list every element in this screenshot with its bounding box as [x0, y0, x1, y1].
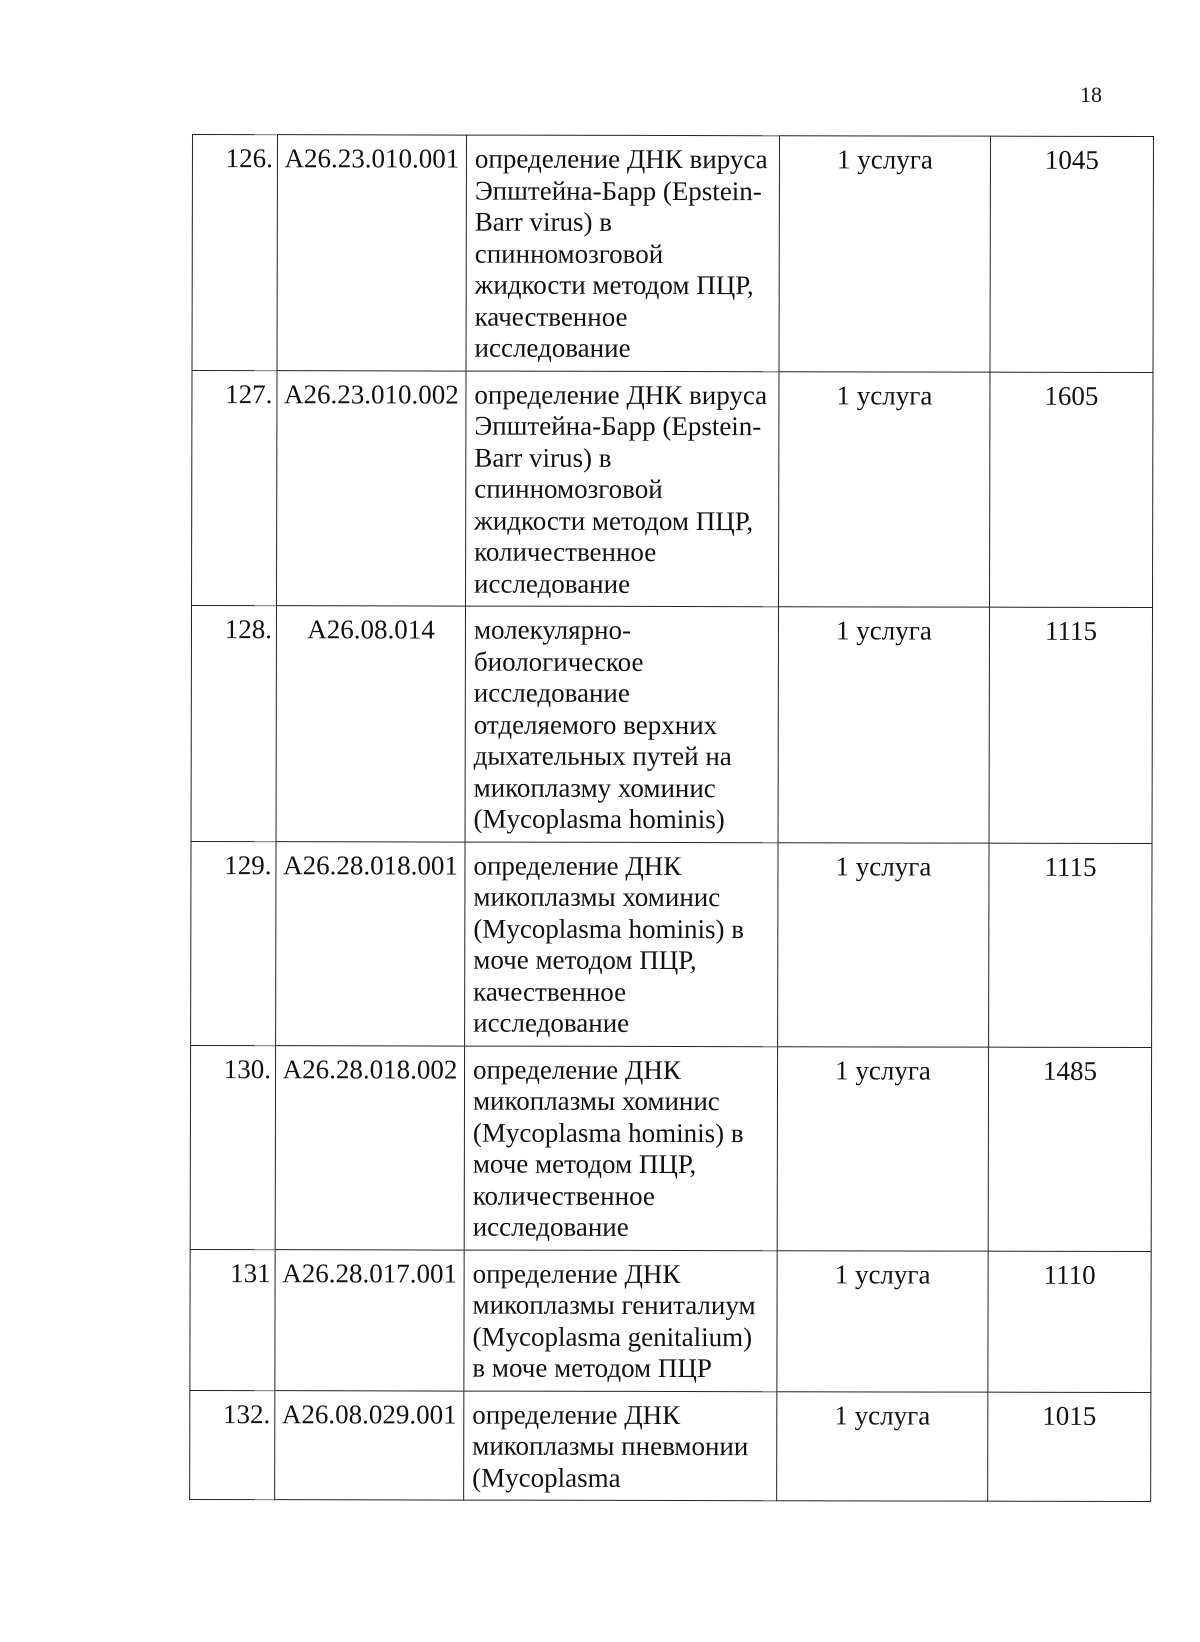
table-row: [190, 1045, 1151, 1251]
table-row: [190, 1390, 1151, 1502]
service-unit: 1 услуга: [779, 371, 990, 607]
table-row: [192, 370, 1153, 608]
service-unit: 1 услуга: [777, 1250, 988, 1391]
service-unit: 1 услуга: [778, 607, 989, 843]
row-number: 132.: [190, 1390, 275, 1500]
service-code: A26.08.014: [276, 606, 465, 842]
service-price: 1605: [990, 372, 1153, 608]
service-code: A26.28.018.002: [275, 1045, 464, 1249]
service-price: 1485: [988, 1047, 1151, 1251]
service-name: определение ДНК микоплазмы пневмонии (Mycoplasma: [464, 1391, 777, 1501]
service-name: определение ДНК вируса Эпштейна-Барр (Epstein-Barr virus) в спинномозговой жидкости методом ПЦР, количественное исследование: [466, 371, 779, 607]
service-code: A26.28.018.001: [276, 841, 465, 1045]
page-number: 18: [1080, 82, 1102, 107]
service-price: 1115: [989, 607, 1152, 843]
service-code: A26.08.029.001: [275, 1390, 464, 1500]
service-price: 1115: [989, 843, 1152, 1047]
service-code: A26.23.010.001: [277, 135, 466, 371]
row-number: 126.: [192, 135, 277, 371]
service-unit: 1 услуга: [778, 842, 989, 1046]
table-row: [190, 1249, 1151, 1392]
service-price: 1045: [990, 136, 1153, 372]
table-row: [191, 841, 1152, 1047]
row-number: 128.: [191, 606, 276, 842]
service-price: 1015: [988, 1392, 1151, 1502]
row-number: 129.: [191, 841, 276, 1045]
service-code: A26.28.017.001: [275, 1249, 464, 1390]
row-number: 130.: [190, 1045, 275, 1249]
row-number: 131: [190, 1249, 275, 1390]
table-row: [192, 135, 1153, 373]
service-unit: 1 услуга: [779, 136, 990, 372]
service-name: определение ДНК вируса Эпштейна-Барр (Epstein-Barr virus) в спинномозговой жидкости методом ПЦР, качественное исследование: [466, 135, 779, 371]
service-code: A26.23.010.002: [277, 370, 466, 606]
service-unit: 1 услуга: [777, 1391, 988, 1501]
row-number: 127.: [192, 370, 277, 606]
service-name: определение ДНК микоплазмы хоминис (Mycoplasma hominis) в моче методом ПЦР, количественное исследование: [464, 1046, 777, 1251]
service-name: определение ДНК микоплазмы гениталиум (Mycoplasma genitalium) в моче методом ПЦР: [464, 1250, 777, 1392]
service-unit: 1 услуга: [777, 1046, 988, 1250]
table-row: [191, 606, 1152, 844]
service-name: молекулярно-биологическое исследование отделяемого верхних дыхательных путей на микоплазму хоминис (Mycoplasma hominis): [465, 606, 778, 842]
service-name: определение ДНК микоплазмы хоминис (Mycoplasma hominis) в моче методом ПЦР, качественное исследование: [465, 842, 778, 1047]
service-price: 1110: [988, 1251, 1151, 1392]
services-price-table: [189, 134, 1154, 1502]
